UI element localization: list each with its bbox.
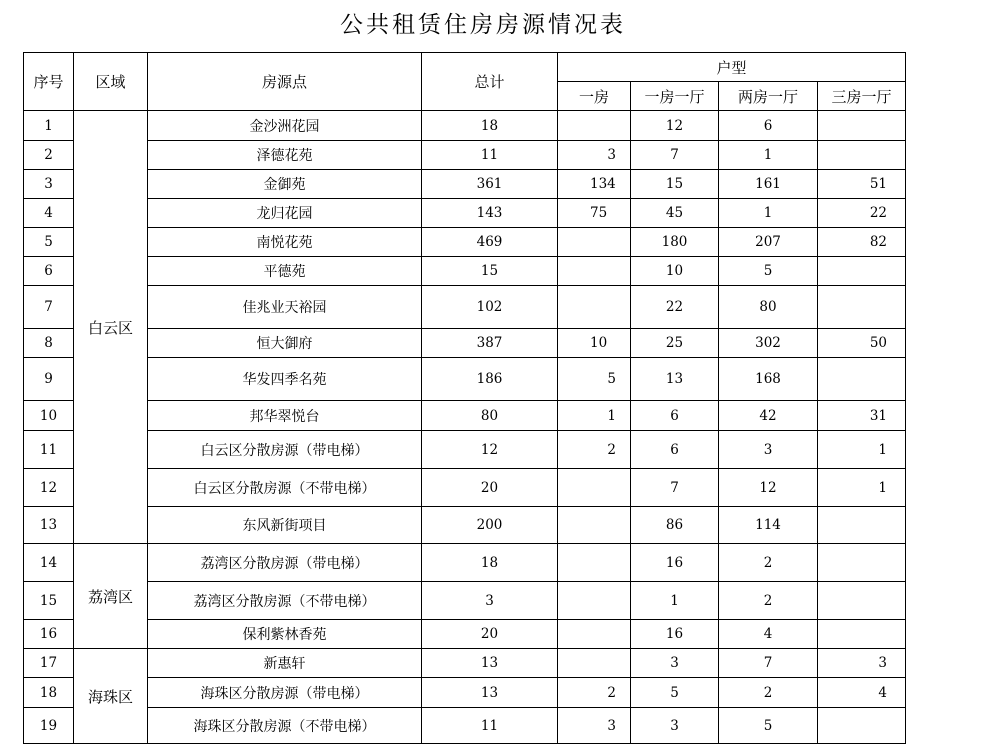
cell-total: 11: [422, 141, 558, 170]
cell-seq: 18: [24, 678, 74, 708]
cell-total: 80: [422, 401, 558, 431]
cell-one-bed-one-hall: 7: [631, 469, 719, 507]
cell-district: 海珠区: [74, 649, 148, 744]
cell-two-bed-one-hall: 2: [719, 582, 818, 620]
cell-project-name: 龙归花园: [148, 199, 422, 228]
cell-three-bed-one-hall: [818, 507, 906, 544]
cell-two-bed-one-hall: 1: [719, 141, 818, 170]
cell-one-bed-one-hall: 7: [631, 141, 719, 170]
cell-three-bed-one-hall: [818, 257, 906, 286]
cell-one-room: [558, 257, 631, 286]
cell-three-bed-one-hall: 51: [818, 170, 906, 199]
cell-project-name: 佳兆业天裕园: [148, 286, 422, 329]
cell-project-name: 华发四季名苑: [148, 358, 422, 401]
cell-district: 白云区: [74, 111, 148, 544]
cell-three-bed-one-hall: 31: [818, 401, 906, 431]
cell-total: 143: [422, 199, 558, 228]
cell-project-name: 荔湾区分散房源（不带电梯）: [148, 582, 422, 620]
cell-total: 13: [422, 678, 558, 708]
cell-three-bed-one-hall: 1: [818, 431, 906, 469]
cell-seq: 3: [24, 170, 74, 199]
cell-two-bed-one-hall: 114: [719, 507, 818, 544]
cell-two-bed-one-hall: 207: [719, 228, 818, 257]
cell-total: 102: [422, 286, 558, 329]
cell-two-bed-one-hall: 7: [719, 649, 818, 678]
cell-three-bed-one-hall: 50: [818, 329, 906, 358]
cell-total: 361: [422, 170, 558, 199]
cell-two-bed-one-hall: 42: [719, 401, 818, 431]
cell-three-bed-one-hall: 3: [818, 649, 906, 678]
cell-seq: 1: [24, 111, 74, 141]
header-total: 总计: [422, 53, 558, 111]
cell-seq: 10: [24, 401, 74, 431]
table-row: [24, 329, 906, 358]
cell-total: 18: [422, 544, 558, 582]
cell-project-name: 平德苑: [148, 257, 422, 286]
cell-three-bed-one-hall: [818, 582, 906, 620]
table-row: [24, 141, 906, 170]
cell-two-bed-one-hall: 2: [719, 544, 818, 582]
cell-one-room: [558, 469, 631, 507]
header-one-room: 一房: [558, 82, 631, 111]
cell-two-bed-one-hall: 302: [719, 329, 818, 358]
cell-total: 20: [422, 469, 558, 507]
cell-project-name: 南悦花苑: [148, 228, 422, 257]
cell-one-room: [558, 507, 631, 544]
cell-seq: 9: [24, 358, 74, 401]
header-row-1: [24, 53, 906, 82]
cell-three-bed-one-hall: [818, 141, 906, 170]
cell-seq: 5: [24, 228, 74, 257]
cell-three-bed-one-hall: 4: [818, 678, 906, 708]
cell-one-room: 1: [558, 401, 631, 431]
cell-three-bed-one-hall: [818, 708, 906, 744]
cell-total: 15: [422, 257, 558, 286]
cell-one-room: 2: [558, 678, 631, 708]
header-unit-type: 户型: [558, 53, 906, 82]
table-row: [24, 257, 906, 286]
cell-one-bed-one-hall: 16: [631, 544, 719, 582]
header-district: 区域: [74, 53, 148, 111]
cell-three-bed-one-hall: [818, 286, 906, 329]
cell-project-name: 金御苑: [148, 170, 422, 199]
cell-two-bed-one-hall: 80: [719, 286, 818, 329]
table-row: [24, 582, 906, 620]
cell-three-bed-one-hall: 82: [818, 228, 906, 257]
table-row: [24, 678, 906, 708]
cell-three-bed-one-hall: [818, 111, 906, 141]
cell-seq: 12: [24, 469, 74, 507]
page-title: 公共租赁住房房源情况表: [340, 12, 626, 38]
table-row: [24, 708, 906, 744]
cell-two-bed-one-hall: 5: [719, 708, 818, 744]
cell-two-bed-one-hall: 2: [719, 678, 818, 708]
cell-seq: 15: [24, 582, 74, 620]
cell-seq: 8: [24, 329, 74, 358]
cell-one-room: 75: [558, 199, 631, 228]
cell-seq: 7: [24, 286, 74, 329]
table-row: [24, 431, 906, 469]
cell-one-bed-one-hall: 180: [631, 228, 719, 257]
cell-three-bed-one-hall: [818, 620, 906, 649]
cell-one-room: [558, 649, 631, 678]
cell-one-bed-one-hall: 15: [631, 170, 719, 199]
cell-seq: 14: [24, 544, 74, 582]
cell-project-name: 保利紫林香苑: [148, 620, 422, 649]
cell-one-bed-one-hall: 86: [631, 507, 719, 544]
cell-two-bed-one-hall: 12: [719, 469, 818, 507]
cell-project-name: 荔湾区分散房源（带电梯）: [148, 544, 422, 582]
cell-seq: 4: [24, 199, 74, 228]
cell-two-bed-one-hall: 161: [719, 170, 818, 199]
table-row: [24, 228, 906, 257]
cell-project-name: 海珠区分散房源（不带电梯）: [148, 708, 422, 744]
cell-one-bed-one-hall: 45: [631, 199, 719, 228]
cell-one-room: 10: [558, 329, 631, 358]
cell-project-name: 东风新街项目: [148, 507, 422, 544]
table-row: [24, 401, 906, 431]
cell-one-bed-one-hall: 6: [631, 431, 719, 469]
cell-one-bed-one-hall: 6: [631, 401, 719, 431]
cell-seq: 2: [24, 141, 74, 170]
cell-project-name: 泽德花苑: [148, 141, 422, 170]
table-row: [24, 199, 906, 228]
table-row: [24, 649, 906, 678]
table-row: [24, 170, 906, 199]
cell-one-room: [558, 286, 631, 329]
header-project: 房源点: [148, 53, 422, 111]
cell-three-bed-one-hall: 1: [818, 469, 906, 507]
cell-total: 11: [422, 708, 558, 744]
cell-one-bed-one-hall: 3: [631, 649, 719, 678]
cell-seq: 13: [24, 507, 74, 544]
cell-project-name: 恒大御府: [148, 329, 422, 358]
cell-total: 12: [422, 431, 558, 469]
cell-three-bed-one-hall: [818, 544, 906, 582]
cell-project-name: 白云区分散房源（不带电梯）: [148, 469, 422, 507]
cell-one-room: 2: [558, 431, 631, 469]
cell-three-bed-one-hall: 22: [818, 199, 906, 228]
cell-one-bed-one-hall: 10: [631, 257, 719, 286]
table-row: [24, 358, 906, 401]
cell-two-bed-one-hall: 5: [719, 257, 818, 286]
header-two-bed-one-hall: 两房一厅: [719, 82, 818, 111]
header-one-bed-one-hall: 一房一厅: [631, 82, 719, 111]
cell-one-room: 5: [558, 358, 631, 401]
cell-one-bed-one-hall: 22: [631, 286, 719, 329]
cell-project-name: 白云区分散房源（带电梯）: [148, 431, 422, 469]
cell-project-name: 海珠区分散房源（带电梯）: [148, 678, 422, 708]
cell-two-bed-one-hall: 1: [719, 199, 818, 228]
cell-project-name: 新惠轩: [148, 649, 422, 678]
cell-one-bed-one-hall: 5: [631, 678, 719, 708]
cell-total: 469: [422, 228, 558, 257]
cell-one-room: [558, 620, 631, 649]
cell-two-bed-one-hall: 168: [719, 358, 818, 401]
cell-seq: 6: [24, 257, 74, 286]
cell-three-bed-one-hall: [818, 358, 906, 401]
cell-two-bed-one-hall: 6: [719, 111, 818, 141]
table-row: [24, 286, 906, 329]
cell-two-bed-one-hall: 3: [719, 431, 818, 469]
cell-total: 200: [422, 507, 558, 544]
cell-one-room: 3: [558, 708, 631, 744]
table-row: [24, 544, 906, 582]
cell-total: 13: [422, 649, 558, 678]
cell-one-bed-one-hall: 1: [631, 582, 719, 620]
cell-total: 387: [422, 329, 558, 358]
cell-seq: 16: [24, 620, 74, 649]
cell-total: 20: [422, 620, 558, 649]
cell-one-room: [558, 111, 631, 141]
cell-project-name: 金沙洲花园: [148, 111, 422, 141]
cell-two-bed-one-hall: 4: [719, 620, 818, 649]
cell-one-room: [558, 582, 631, 620]
table-row: [24, 620, 906, 649]
cell-one-bed-one-hall: 13: [631, 358, 719, 401]
cell-one-bed-one-hall: 16: [631, 620, 719, 649]
cell-one-room: 3: [558, 141, 631, 170]
table-row: [24, 507, 906, 544]
cell-seq: 11: [24, 431, 74, 469]
header-three-bed-one-hall: 三房一厅: [818, 82, 906, 111]
cell-one-room: [558, 544, 631, 582]
cell-district: 荔湾区: [74, 544, 148, 649]
header-seq: 序号: [24, 53, 74, 111]
cell-one-room: [558, 228, 631, 257]
cell-one-bed-one-hall: 12: [631, 111, 719, 141]
cell-seq: 17: [24, 649, 74, 678]
table-row: [24, 469, 906, 507]
cell-seq: 19: [24, 708, 74, 744]
cell-total: 186: [422, 358, 558, 401]
cell-project-name: 邦华翠悦台: [148, 401, 422, 431]
cell-one-room: 134: [558, 170, 631, 199]
table-row: [24, 111, 906, 141]
cell-total: 3: [422, 582, 558, 620]
cell-one-bed-one-hall: 3: [631, 708, 719, 744]
housing-table: [23, 52, 906, 744]
cell-total: 18: [422, 111, 558, 141]
cell-one-bed-one-hall: 25: [631, 329, 719, 358]
